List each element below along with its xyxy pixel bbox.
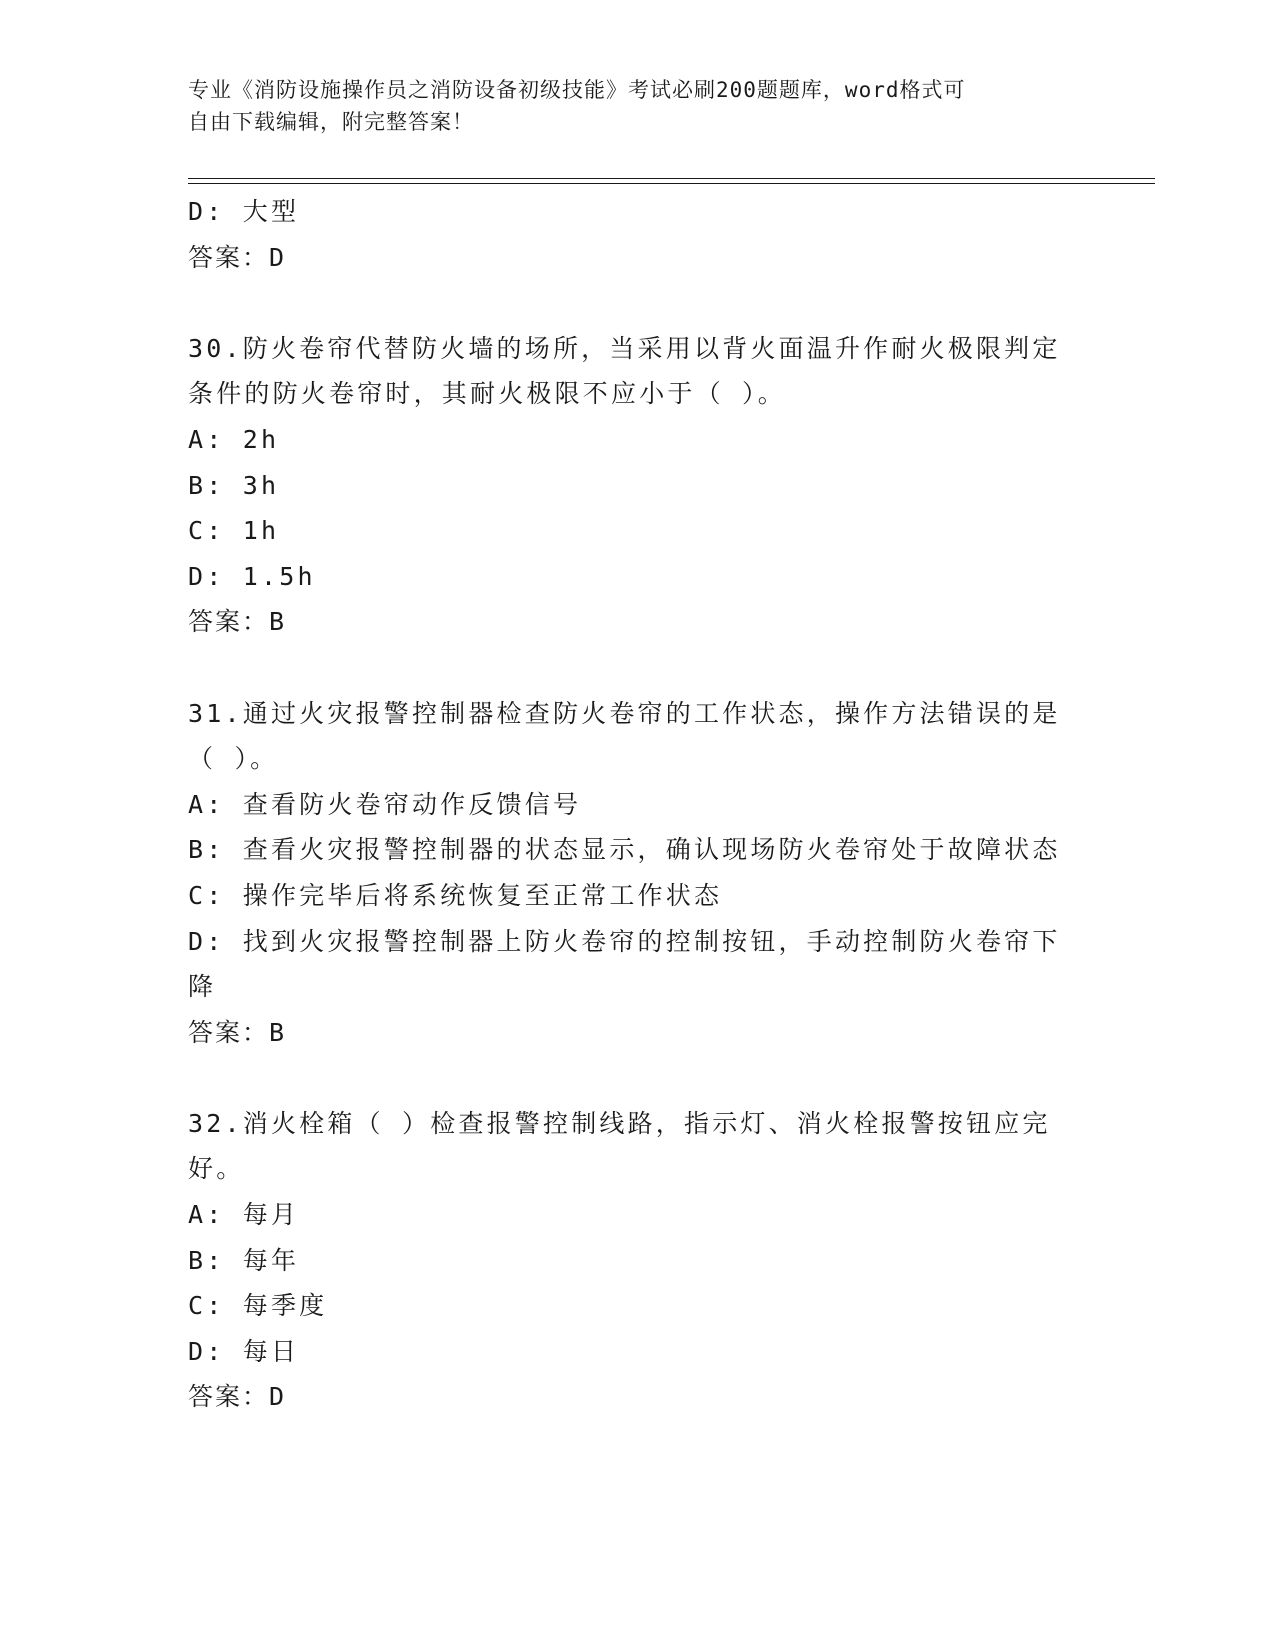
option-b: B: 每年 <box>188 1245 300 1275</box>
option-c: C: 操作完毕后将系统恢复至正常工作状态 <box>188 880 723 910</box>
answer: 答案：B <box>188 1017 287 1047</box>
option-a: A: 每月 <box>188 1200 300 1230</box>
option-c: C: 1h <box>188 516 280 546</box>
option-b: B: 查看火灾报警控制器的状态显示，确认现场防火卷帘处于故障状态 <box>188 835 1061 865</box>
question-stem-line: 30.防火卷帘代替防火墙的场所，当采用以背火面温升作耐火极限判定 <box>188 333 1061 363</box>
question-stem-line: 32.消火栓箱（ ）检查报警控制线路，指示灯、消火栓报警按钮应完 <box>188 1108 1051 1138</box>
option-d: D: 找到火灾报警控制器上防火卷帘的控制按钮，手动控制防火卷帘下 <box>188 926 1061 956</box>
question-31 <box>188 691 1088 1056</box>
answer: 答案：D <box>188 1382 287 1412</box>
prev-answer: 答案：D <box>188 242 287 272</box>
question-stem-line: 好。 <box>188 1154 245 1184</box>
question-stem-line: 31.通过火灾报警控制器检查防火卷帘的工作状态，操作方法错误的是 <box>188 698 1061 728</box>
option-a: A: 2h <box>188 424 280 454</box>
option-a: A: 查看防火卷帘动作反馈信号 <box>188 789 582 819</box>
spacer <box>188 1055 1088 1101</box>
question-stem-line: 条件的防火卷帘时，其耐火极限不应小于（ ）。 <box>188 379 786 409</box>
spacer <box>188 645 1088 691</box>
option-c: C: 每季度 <box>188 1291 328 1321</box>
option-d: D: 每日 <box>188 1336 300 1366</box>
option-d: D: 1.5h <box>188 561 316 591</box>
question-content <box>188 189 1088 1420</box>
header-rule-top <box>188 178 1155 179</box>
question-stem-line: （ ）。 <box>188 744 279 774</box>
header-line-1: 专业《消防设施操作员之消防设备初级技能》考试必刷200题题库，word格式可 <box>188 78 966 102</box>
header-line-2: 自由下载编辑，附完整答案！ <box>188 110 474 134</box>
option-b: B: 3h <box>188 470 280 500</box>
header-rule-bottom <box>188 183 1155 184</box>
spacer <box>188 280 1088 326</box>
page-header <box>188 74 1068 138</box>
answer: 答案：B <box>188 607 287 637</box>
question-32 <box>188 1101 1088 1420</box>
option-d-continued: 降 <box>188 972 217 1002</box>
prev-option-d: D: 大型 <box>188 197 300 226</box>
question-30 <box>188 326 1088 645</box>
